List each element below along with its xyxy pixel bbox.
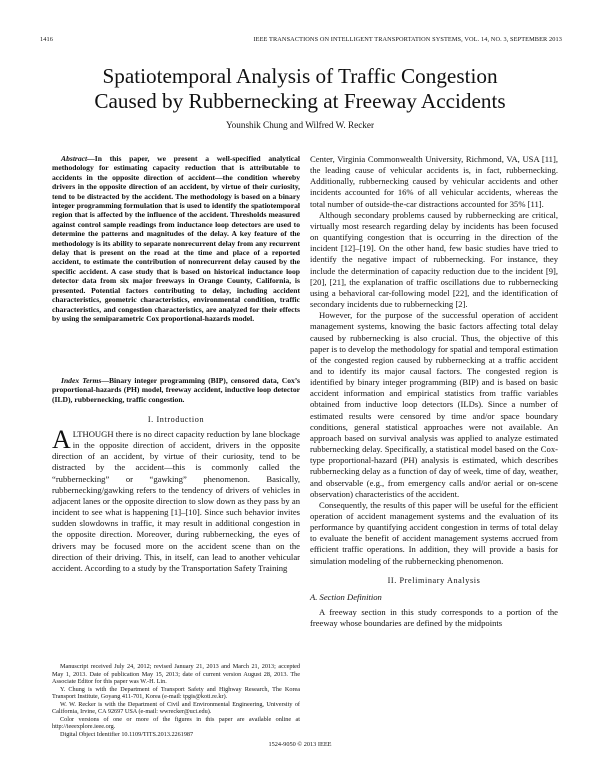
index-terms-text: Binary integer programming (BIP), censored data, Cox’s proportional-hazards (PH) model, freeway accident, inductive loop detector (ILD), rubbernecking, traffic congestion. — [52, 376, 300, 404]
subsection-heading-section-definition: A. Section Definition — [310, 591, 382, 602]
footnote-doi: Digital Object Identifier 10.1109/TITS.2013.2261987 — [60, 730, 194, 738]
paragraph-3: However, for the purpose of the successful operation of accident management systems, knowing the basic factors affecting total delay caused by rubbernecking is also crucial. Thus, the objective of this paper is to develop the methodology for spatial and temporal estimation of the congested region caused by rubbernecking at a traffic accident and to identify its major causal factors. The congested region is identified by binary integer programming (BIP) and is based on basic accident information and empirical statistics from traffic variables obtained from inductive loop detectors (ILDs). Since a number of estimated results were censored by time and/or space boundary conditions, general statistical approaches were not available. An approach based on survival analysis was applied to analyze estimated rubbernecking delay. Specifically, a statistical model based on the Cox-type proportional-hazard (PH) analysis is estimated, which describes rubbernecking delay as a function of day of week, time of day, weather, and observable (e.g., from emergency calls and/or aerial or on-scene observation) characteristics of the accident. — [310, 310, 558, 499]
drop-cap: A — [52, 425, 71, 454]
journal-header: IEEE TRANSACTIONS ON INTELLIGENT TRANSPORTATION SYSTEMS, VOL. 14, NO. 3, SEPTEMBER 2013 — [253, 36, 562, 43]
page-number: 1416 — [40, 36, 53, 43]
footnote-rule — [52, 660, 300, 661]
paper-title-line1: Spatiotemporal Analysis of Traffic Congestion — [102, 64, 498, 88]
paper-title-line2: Caused by Rubbernecking at Freeway Accidents — [94, 89, 506, 113]
paragraph-2: Although secondary problems caused by rubbernecking are critical, virtually most research regarding delay by incidents has been focused on quantifying congestion that is occurring in the direction of the incident [12]–[19]. On the other hand, few basic studies have tried to identify the negative impact of rubbernecking. For instance, they include the determination of capacity reduction due to the incident [9], [20], [21], the explanation of traffic oscillations due to rubbernecking using a behavioral car-following model [22], and the identification of secondary incidents due to rubbernecking [2]. — [310, 209, 558, 310]
paragraph-4: Consequently, the results of this paper will be useful for the efficient operation of accident management systems and the evaluation of its performance by quantifying accident congestion in terms of total delay to evaluate the benefit of accident management systems accrued from efficient traffic operations. In addition, they will provide a basis for simulation modeling of the rubbernecking phenomenon. — [310, 499, 558, 566]
abstract — [52, 154, 300, 323]
footnotes — [52, 663, 300, 738]
introduction-text — [52, 425, 300, 574]
paper-authors: Younshik Chung and Wilfred W. Recker — [225, 120, 375, 130]
paper-title — [40, 64, 560, 114]
index-terms-label: Index Terms— — [61, 376, 109, 385]
footnote-author-chung: Y. Chung is with the Department of Transport Safety and Highway Research, The Korea Transport Institute, Goyang 411-701, Korea (e-mail: tpgis@koti.re.kr). — [52, 685, 300, 700]
footnote-author-recker: W. W. Recker is with the Department of Civil and Environmental Engineering, University of California, Irvine, CA 92697 USA (e-mail: wwrecker@uci.edu). — [52, 700, 300, 715]
paragraph-1: Center, Virginia Commonwealth University, Richmond, VA, USA [11], the leading cause of vehicular accidents is, in fact, rubbernecking. Additionally, rubbernecking caused by vehicular accidents and other incidents accounted for 16% of all vehicular accidents, whereas the total number of outside-the-car distractions accounted for 35% [11]. — [310, 154, 558, 209]
introduction-paragraph: LTHOUGH there is no direct capacity reduction by lane blockage in the opposite direction of accident, drivers in the opposite direction of an accident, by virtue of their curiosity, tend to be distracted by the accident—this is commonly called the “rubbernecking” or “gawking” phenomenon. Basically, rubbernecking/gawking refers to the tendency of drivers of vehicles in adjacent lanes or the opposite direction to slow down as they pass by an incident to see what is happening [1]–[10]. Since such behavior invites sudden slowdowns in traffic, it may result in additional congestion in the opposite direction. Moreover, during rubbernecking, the eyes of drivers may be focused more on the accident scene than on the direction of their driving. This, in itself, can lead to another vehicular accident. According to a study by the Transportation Safety Training — [52, 429, 300, 573]
index-terms — [52, 376, 300, 404]
footnote-manuscript: Manuscript received July 24, 2012; revised January 21, 2013 and March 21, 2013; accepted May 1, 2013. Date of publication May 15, 2013; date of current version August 28, 2013. The Associate Editor for this paper was W.-H. Lin. — [52, 663, 300, 685]
section-heading-introduction: I. Introduction — [147, 415, 205, 424]
section-heading-preliminary: II. Preliminary Analysis — [387, 575, 481, 585]
copyright-footer: 1524-9050 © 2013 IEEE — [268, 741, 332, 748]
abstract-label: Abstract— — [61, 154, 95, 163]
right-column-text — [310, 154, 558, 629]
footnote-color-versions: Color versions of one or more of the figures in this paper are available online at http://ieeexplore.ieee.org. — [52, 715, 300, 730]
abstract-text: In this paper, we present a well-specified analytical methodology for estimating capacity reduction that is attributable to accidents in the opposite direction of accident—the condition whereby drivers in the opposite direction of an accident, by virtue of their curiosity, tend to be distracted by the accident. The methodology is based on a binary integer programming formulation that is used to identify the spatiotemporal region that is affected by the influence of the accident. Thresholds measured against control sample readings from inductance loop detectors are used to determine the patterns and magnitudes of the delay. A key feature of the methodology is its ability to separate nonrecurrent delay from any recurrent delay that is present on the road at the time and place of a reported accident, to estimate the contribution of nonrecurrent delay caused by the specific accident. A case study that is based on historical inductance loop detector data from six major freeways in Orange County, California, is presented. Potential factors contributing to delay, including accident characteristics, geometric characteristics, environmental condition, traffic characteristics, and congestion characteristics, are analyzed for their effects by using the semiparametric Cox proportional-hazards model. — [52, 154, 300, 323]
paragraph-5: A freeway section in this study corresponds to a portion of the freeway whose boundaries are defined by the midpoints — [310, 607, 558, 629]
